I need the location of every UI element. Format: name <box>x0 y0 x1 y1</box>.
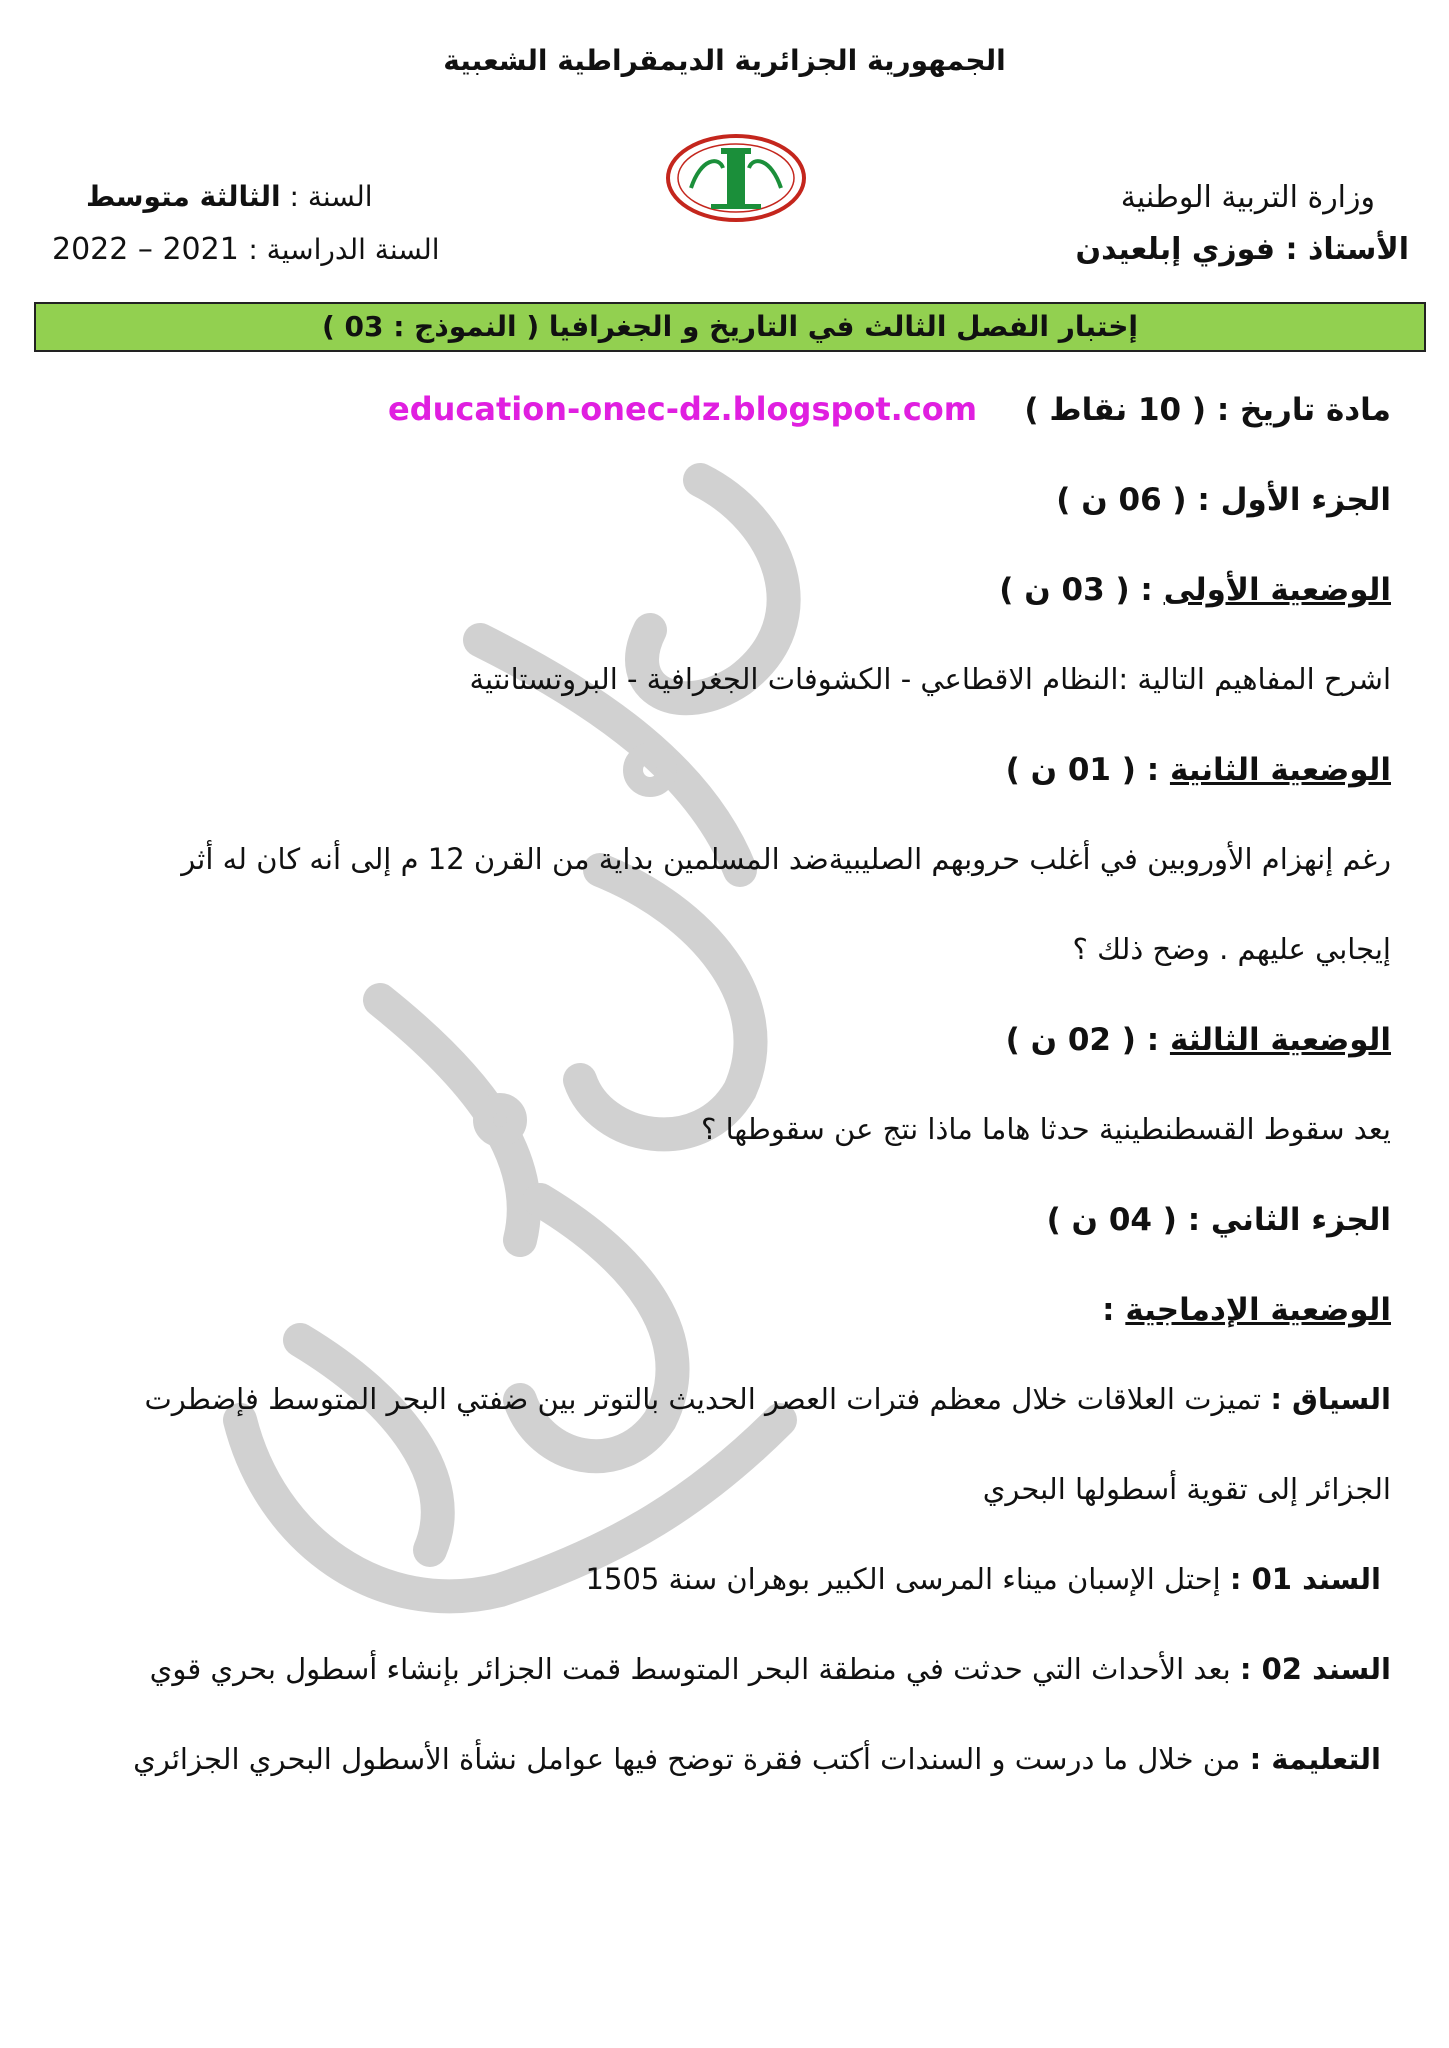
context-line1 <box>144 1382 1391 1416</box>
situation3-heading <box>1006 1022 1391 1058</box>
instruction-label: التعليمة : <box>1249 1742 1381 1776</box>
level-label: السنة : <box>289 180 373 213</box>
school-year-line <box>52 232 440 267</box>
instruction-text: من خلال ما درست و السندات أكتب فقرة توضح فيها عوامل نشأة الأسطول البحري الجزائري <box>133 1742 1241 1776</box>
republic-heading: الجمهورية الجزائرية الديمقراطية الشعبية <box>443 44 1006 77</box>
situation1-text: اشرح المفاهيم التالية :النظام الاقطاعي - الكشوفات الجغرافية - البروتستانتية <box>469 662 1391 696</box>
situation3-title: الوضعية الثالثة <box>1169 1022 1391 1058</box>
watermark-signature <box>180 440 880 1640</box>
subject-heading: مادة تاريخ : ( 10 نقاط ) <box>1024 392 1391 428</box>
school-year-label: السنة الدراسية : <box>248 233 440 266</box>
context-label: السياق : <box>1270 1382 1391 1416</box>
level-line <box>86 180 373 213</box>
document2-text: بعد الأحداث التي حدثت في منطقة البحر المتوسط قمت الجزائر بإنشاء أسطول بحري قوي <box>149 1652 1231 1686</box>
ministry-name: وزارة التربية الوطنية <box>1120 180 1375 215</box>
situation2-heading <box>1006 752 1391 788</box>
situation1-points: : ( 03 ن ) <box>999 572 1153 608</box>
document2-line <box>150 1652 1391 1686</box>
exam-title: إختبار الفصل الثالث في التاريخ و الجغرافيا ( النموذج : 03 ) <box>321 310 1139 343</box>
integration-heading <box>1102 1292 1391 1328</box>
situation3-points: : ( 02 ن ) <box>1005 1022 1160 1058</box>
document1-label: السند 01 : <box>1229 1562 1381 1596</box>
integration-title: الوضعية الإدماجية <box>1125 1292 1391 1328</box>
situation2-text-line2: إيجابي عليهم . وضح ذلك ؟ <box>1072 932 1391 966</box>
situation1-title: الوضعية الأولى <box>1163 572 1391 608</box>
level-value: الثالثة متوسط <box>86 180 281 213</box>
context-text1: تميزت العلاقات خلال معظم فترات العصر الحديث بالتوتر بين ضفتي البحر المتوسط فإضطرت <box>144 1382 1262 1416</box>
part2-heading: الجزء الثاني : ( 04 ن ) <box>1046 1202 1391 1238</box>
part1-heading: الجزء الأول : ( 06 ن ) <box>1056 482 1391 518</box>
ministry-logo <box>661 128 811 228</box>
situation1-heading <box>999 572 1391 608</box>
document1-text: إحتل الإسبان ميناء المرسى الكبير بوهران سنة 1505 <box>585 1562 1221 1596</box>
document1-line <box>586 1562 1381 1596</box>
teacher-label: الأستاذ : <box>1285 232 1409 267</box>
situation2-text-line1: رغم إنهزام الأوروبين في أغلب حروبهم الصليبيةضد المسلمين بداية من القرن 12 م إلى أنه كان له أثر <box>181 842 1391 876</box>
teacher-line <box>1075 232 1409 267</box>
integration-colon: : <box>1102 1292 1115 1328</box>
teacher-name: فوزي إبلعيدن <box>1075 232 1276 267</box>
context-line2: الجزائر إلى تقوية أسطولها البحري <box>982 1472 1391 1506</box>
document2-label: السند 02 : <box>1239 1652 1391 1686</box>
situation2-points: : ( 01 ن ) <box>1005 752 1160 788</box>
situation2-title: الوضعية الثانية <box>1169 752 1391 788</box>
situation3-text: يعد سقوط القسطنطينية حدثا هاما ماذا نتج عن سقوطها ؟ <box>700 1112 1391 1146</box>
school-year-value: 2021 – 2022 <box>52 232 239 267</box>
website-link[interactable]: education-onec-dz.blogspot.com <box>388 390 978 428</box>
instruction-line <box>133 1742 1381 1776</box>
